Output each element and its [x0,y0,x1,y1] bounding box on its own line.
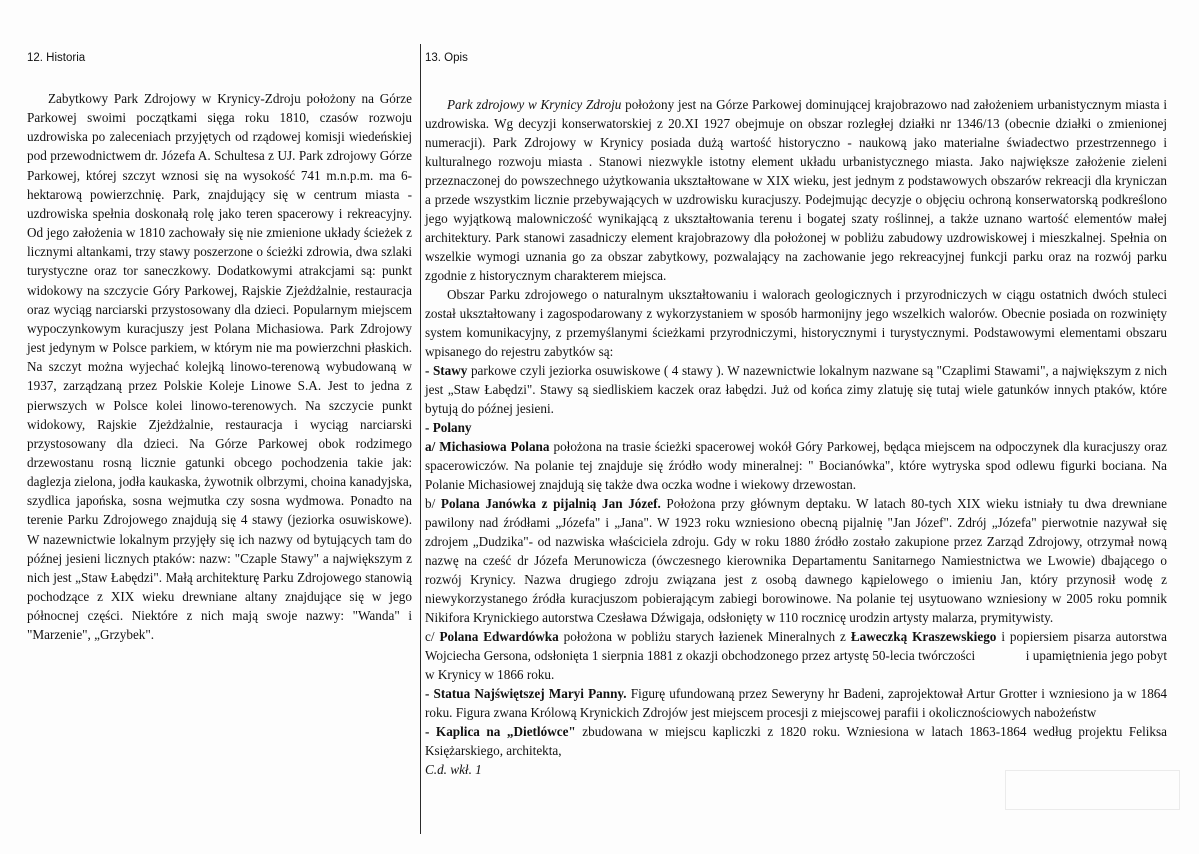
item-michasiowa [425,437,1167,494]
item-edwardowka-label: Polana Edwardówka [439,629,559,644]
section-label-opis: 13. Opis [425,52,468,64]
item-kaplica-text: zbudowana w miejscu kapliczki z 1820 roku. Wzniesiona w latach 1863-1864 według projektu Feliksa Księżarskiego, architekta, [425,724,1167,758]
item-stawy-label: - Stawy [425,363,468,378]
item-janowka-text: Położona przy głównym deptaku. W latach 80-tych XIX wieku istniały tu dwa drewniane pawilony nad źródłami „Józefa" i „Jana". W 1923 roku wzniesiono obecną pijalnię "Jan Józef". Zdrój „Józefa" pierwotnie nazywał się zdrojem „Dudzika"- od nazwiska właściciela zdroju. Gdy w roku 1880 źródło zostało zakupione przez Zarząd Zdrojowy, otrzymał nową nazwę na cześć dr Józefa Merunowicza (ówczesnego kierownika Departamentu Sanitarnego Namiestnictwa we Lwowie) dbającego o rozwój Krynicy. Nazwa drugiego zdroju związana jest z osobą dawnego kąpielowego o imieniu Jan, który przynosił wodę z niewykorzystanego źródła kuracjuszom pobierającym zabiegi borowinowe. Na polanie tej usytuowano wzniesiony w 2005 roku pomnik Nikifora Krynickiego autorstwa Czesława Dźwigaja, odsłonięty w 110 rocznicę urodzin artysty malarza, prymitywisty. [425,496,1167,625]
item-edwardowka-text-1: położona w pobliżu starych łazienek Mineralnych z [558,629,851,644]
item-michasiowa-text: położona na trasie ścieżki spacerowej wokół Góry Parkowej, będąca miejscem na odpoczynek dla kuracjuszy oraz spacerowiczów. Na polanie tej znajduje się źródło wody mineralnej: " Bocianówka", które wytryska spod odlewu figurki bociana. Na Polanie Michasiowej znajdują się także dwa oczka wodne i wiekowy drzewostan. [425,439,1168,492]
item-polany-label: - Polany [425,420,472,435]
item-stawy-text: parkowe czyli jeziorka osuwiskowe ( 4 stawy ). W nazewnictwie lokalnym nazwane są "Czaplimi Stawami", a największym z nich jest „Staw Łabędzi". Stawy są siedliskiem kaczek oraz łabędzi. Już od końca zimy zlatuję się tutaj wiele gatunków innych ptaków, które bytują do późnej jesieni. [425,363,1167,416]
item-statua-text: Figurę ufundowaną przez Seweryny hr Badeni, zaprojektował Artur Grotter i wzniesiono ja w 1864 roku. Figura zwana Królową Krynickich Zdrojów jest miejscem procesji z miejscowej parafii i okolicznościowych nabożeństw [425,686,1167,720]
laweczka-kraszewskiego-label: Ławeczką Kraszewskiego [850,629,997,644]
item-kaplica-label: - Kaplica na „Dietlówce" [425,724,576,739]
section-label-historia: 12. Historia [27,52,86,64]
item-edwardowka [425,627,1171,684]
continuation-note: C.d. wkł. 1 [425,762,482,777]
opis-column [425,95,1171,779]
opis-paragraph-1 [425,95,1167,285]
opis-paragraph-1-text: położony jest na Górze Parkowej dominującej krajobrazowo nad założeniem urbanistycznym miasta i uzdrowiska. Wg decyzji konserwatorskiej z 20.XI 1927 obejmuje on obszar rozległej działki nr 1346/13 (obecnie działki o zmienionej numeracji). Park Zdrojowy w Krynicy posiada dużą wartość historyczno - naukową jako materialne świadectwo przestrzennego i kulturalnego rozwoju miasta . Stanowi niezwykle istotny element układu urbanistycznego miasta. Jako największe założenie zieleni przeznaczonej do powszechnego użytkowania ukształtowane w XIX wieku, jest jednym z podstawowych obszarów rekreacji dla kryniczan a przede wszystkim licznie przebywających w uzdrowisku kuracjuszy. Podejmując decyzje o objęciu ochroną konserwatorską podkreślono jego wyjątkową malowniczość wynikającą z ukształtowania terenu i bogatej szaty roślinnej, a także uznano wartość elementów małej architektury. Park stanowi zasadniczy element krajobrazowy dla położonej w pobliżu zabudowy uzdrowiskowej i mieszkalnej. Spełnia on wszelkie wymogi uznania go za obszar zabytkowy, pozwalający na zachowanie jego rekreacyjnej funkcji parku oraz na rozwój parku zgodnie z historycznym charakterem miejsca. [425,97,1168,283]
opis-paragraph-2: Obszar Parku zdrojowego o naturalnym ukształtowaniu i walorach geologicznych i przyrodniczych w ciągu ostatnich dwóch stuleci został ukształtowany i zagospodarowany z wykorzystaniem w sposób harmonijny jego wszelkich walorów. Obecnie posiada on rozwinięty system komunikacyjny, z przemyślanymi ścieżkami przyrodniczymi, historycznymi i turystycznymi. Podstawowymi elementami obszaru wpisanego do rejestru zabytków są: [425,287,1167,359]
item-stawy [425,361,1167,418]
item-edwardowka-text-2: i popiersiem pisarza autorstwa Wojciecha Gersona, odsłonięta 1 sierpnia 1881 z okazji obchodzonego przez artystę 50-lecia twórczości i upamiętnienia jego pobyt w Krynicy w 1866 roku. [425,629,1171,682]
item-statua-label: - Statua Najświętszej Maryi Panny. [425,686,627,701]
park-name-italic: Park zdrojowy w Krynicy Zdroju [447,97,622,112]
item-janowka-label: Polana Janówka z pijalnią Jan Józef. [440,496,661,511]
historia-paragraph: Zabytkowy Park Zdrojowy w Krynicy-Zdroju położony na Górze Parkowej swoimi początkami sięga roku 1810, czasów rozwoju uzdrowiska po zaleceniach przyjętych od rządowej komisji wiedeńskiej pod przewodnictwem dr. Józefa A. Schultesa z UJ. Park zdrojowy Górze Parkowej, której szczyt wznosi się na wysokość 741 m.n.p.m. ma 6-hektarową powierzchnię. Park, znajdujący się w centrum miasta - uzdrowiska spełnia doskonałą rolę jako teren spacerowy i rekreacyjny. Od jego założenia w 1810 zachowały się nie zmienione układy ścieżek z licznymi altankami, trzy stawy poszerzone o ścieżki zdrowia, dwa szlaki turystyczne oraz tor saneczkowy. Dodatkowymi atrakcjami są: punkt widokowy na szczycie Góry Parkowej, Rajskie Zjeżdżalnie, restauracja oraz wyciąg narciarski przystosowany dla dzieci. Popularnym miejscem wypoczynkowym kuracjuszy jest Polana Michasiowa. Park Zdrojowy jest jedynym w Polsce parkiem, w którym nie ma powierzchni płaskich. Na szczyt można wyjechać kolejką linowo-terenową wybudowaną w 1937, zarządzaną przez Polskie Koleje Linowe S.A. Jest to jedna z pierwszych w Polsce kolei linowo-terenowych. Na szczycie punkt widokowy, Rajskie Zjeżdżalnie, restauracja i wyciąg narciarski przystosowany dla dzieci. Na Górze Parkowej obok rodzimego drzewostanu rosną licznie gatunki obcego pochodzenia takie jak: daglezja zielona, jodła kaukaska, żywotnik olbrzymi, choina kanadyjska, szydlica japońska, sosna wejmutka czy sosna wydmowa. Ponadto na terenie Parku Zdrojowego znajdują się 4 stawy (jeziorka osuwiskowe). W nazewnictwie lokalnym przyjęły się ich nazwy od bytujących tam do późnej jesieni licznych ptaków: nazw: "Czaple Stawy" a największym z nich jest „Staw Łabędzi". Małą architekturę Parku Zdrojowego stanowią pochodzące z XIX wieku drewniane altany znajdujące się w jego północnej części. Niektóre z nich mają swoje nazwy: "Wanda" i "Marzenie", „Grzybek". [27,91,412,643]
item-michasiowa-label: a/ Michasiowa Polana [425,439,550,454]
item-kaplica [425,722,1167,760]
historia-column [27,89,412,645]
column-divider [420,44,421,834]
item-polany [425,418,1167,437]
item-statua [425,684,1167,722]
item-janowka-prefix: b/ [425,496,441,511]
item-janowka [425,494,1167,627]
item-edwardowka-prefix: c/ [425,629,440,644]
